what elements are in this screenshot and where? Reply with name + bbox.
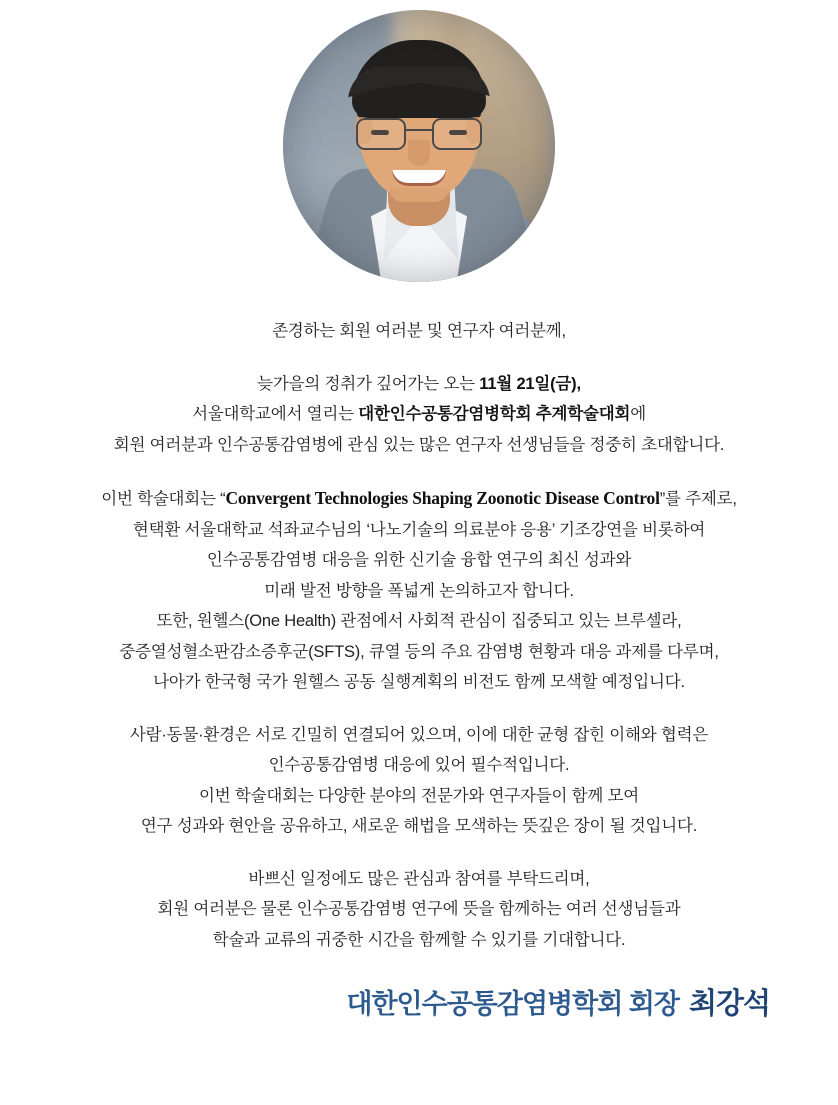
signature-name: 최강석 [688, 988, 770, 1021]
paragraph-3-line-2: 인수공통감염병 대응에 있어 필수적입니다. [268, 756, 570, 775]
conference-name: 대한인수공통감염병학회 추계학술대회 [358, 405, 631, 424]
paragraph-2-line-7: 나아가 한국형 국가 원헬스 공동 실행계획의 비전도 함께 모색할 예정입니다. [153, 673, 685, 692]
p2-l1-suffix: ”를 주제로, [659, 490, 737, 509]
paragraph-2-line-3: 인수공통감염병 대응을 위한 신기술 융합 연구의 최신 성과와 [206, 551, 632, 570]
paragraph-4 [22, 864, 816, 956]
p1-l2-prefix: 서울대학교에서 열리는 [192, 405, 359, 424]
paragraph-2-line-2: 현택환 서울대학교 석좌교수님의 ‘나노기술의 의료분야 응용’ 기조강연을 비롯하여 [132, 520, 706, 539]
paragraph-4-line-3: 학술과 교류의 귀중한 시간을 함께할 수 있기를 기대합니다. [212, 930, 626, 949]
conference-theme: Convergent Technologies Shaping Zoonotic Disease Control [225, 488, 660, 509]
paragraph-3-line-4: 연구 성과와 현안을 공유하고, 새로운 해법을 모색하는 뜻깊은 장이 될 것입니다. [140, 817, 698, 836]
paragraph-1-line-2 [22, 399, 816, 430]
p1-l1-prefix: 늦가을의 정취가 깊어가는 오는 [257, 374, 480, 393]
signature-block [22, 981, 816, 1022]
paragraph-2 [22, 482, 816, 698]
paragraph-2-line-6: 중증열성혈소판감소증후군(SFTS), 큐열 등의 주요 감염병 현황과 대응 과제를 다루며, [119, 642, 719, 661]
paragraph-4-line-2: 회원 여러분은 물론 인수공통감염병 연구에 뜻을 함께하는 여러 선생님들과 [157, 900, 681, 919]
event-date: 11월 21일(금), [479, 374, 581, 393]
portrait-vignette [283, 10, 555, 282]
paragraph-3-line-3: 이번 학술대회는 다양한 분야의 전문가와 연구자들이 함께 모여 [199, 786, 639, 805]
paragraph-2-line-1 [22, 482, 816, 515]
paragraph-2-line-4: 미래 발전 방향을 폭넓게 논의하고자 합니다. [264, 581, 574, 600]
paragraph-4-line-1: 바쁘신 일정에도 많은 관심과 참여를 부탁드리며, [248, 869, 590, 888]
paragraph-3 [22, 720, 816, 842]
portrait-section [0, 0, 838, 282]
signature-organization: 대한인수공통감염병학회 회장 [346, 989, 679, 1020]
p2-l1-prefix: 이번 학술대회는 “ [101, 490, 226, 509]
paragraph-3-line-1: 사람·동물·환경은 서로 긴밀히 연결되어 있으며, 이에 대한 균형 잡힌 이해와 협력은 [129, 725, 709, 744]
p1-l2-suffix: 에 [630, 405, 646, 424]
paragraph-2-line-5: 또한, 원헬스(One Health) 관점에서 사회적 관심이 집중되고 있는 브루셀라, [156, 612, 682, 631]
paragraph-1-line-1 [22, 369, 816, 400]
paragraph-1-line-3: 회원 여러분과 인수공통감염병에 관심 있는 많은 연구자 선생님들을 정중히 초대합니다. [113, 435, 725, 454]
greeting-paragraph [22, 316, 816, 347]
paragraph-1 [22, 369, 816, 461]
chairman-portrait [283, 10, 555, 282]
letter-body [0, 282, 838, 1022]
greeting-line: 존경하는 회원 여러분 및 연구자 여러분께, [272, 322, 566, 340]
